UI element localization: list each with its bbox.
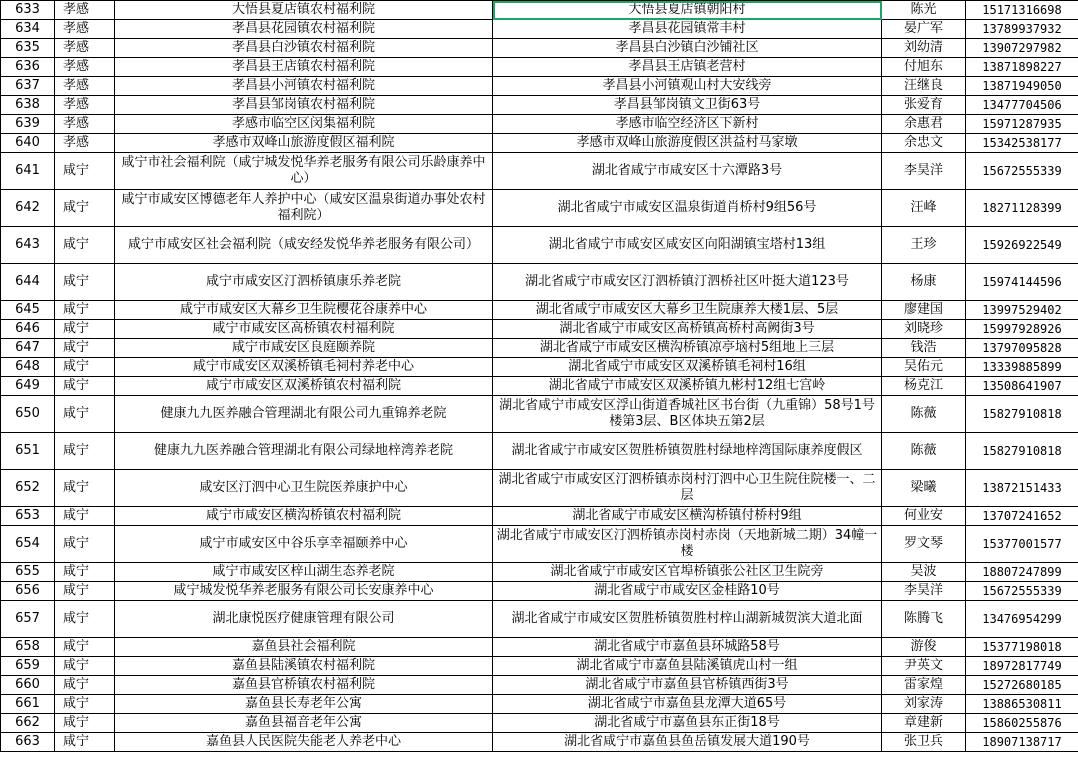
contact-person-cell[interactable]: 梁曦 xyxy=(882,470,966,507)
contact-person-cell[interactable]: 付旭东 xyxy=(882,58,966,77)
city-cell[interactable]: 咸宁 xyxy=(55,526,115,563)
row-number-cell[interactable]: 657 xyxy=(1,601,55,638)
phone-cell[interactable]: 15926922549 xyxy=(966,227,1078,264)
contact-person-cell[interactable]: 廖建国 xyxy=(882,301,966,320)
table-row xyxy=(1,526,1078,563)
table-row xyxy=(1,320,1078,339)
row-number-cell[interactable]: 642 xyxy=(1,190,55,227)
phone-cell[interactable]: 18972817749 xyxy=(966,657,1078,676)
facility-name-cell[interactable]: 孝昌县白沙镇农村福利院 xyxy=(115,39,493,58)
row-number-cell[interactable]: 652 xyxy=(1,470,55,507)
contact-person-cell[interactable]: 陈腾飞 xyxy=(882,601,966,638)
facility-name-cell[interactable]: 孝感市双峰山旅游度假区福利院 xyxy=(115,134,493,153)
row-number-cell[interactable]: 658 xyxy=(1,638,55,657)
facility-name-cell[interactable]: 咸宁市咸安区高桥镇农村福利院 xyxy=(115,320,493,339)
city-cell[interactable]: 孝感 xyxy=(55,1,115,20)
contact-person-cell[interactable]: 张爱育 xyxy=(882,96,966,115)
facility-name-cell[interactable]: 孝昌县王店镇农村福利院 xyxy=(115,58,493,77)
phone-cell[interactable]: 13789937932 xyxy=(966,20,1078,39)
table-row xyxy=(1,601,1078,638)
contact-person-cell[interactable]: 章建新 xyxy=(882,714,966,733)
address-cell[interactable]: 大悟县夏店镇朝阳村 xyxy=(493,1,882,20)
city-cell[interactable]: 孝感 xyxy=(55,115,115,134)
row-number-cell[interactable]: 663 xyxy=(1,733,55,752)
city-cell[interactable]: 咸宁 xyxy=(55,563,115,582)
address-cell[interactable]: 孝昌县邹岗镇文卫街63号 xyxy=(493,96,882,115)
facility-name-cell[interactable]: 湖北康悦医疗健康管理有限公司 xyxy=(115,601,493,638)
table-row xyxy=(1,96,1078,115)
row-number-cell[interactable]: 636 xyxy=(1,58,55,77)
city-cell[interactable]: 咸宁 xyxy=(55,339,115,358)
contact-person-cell[interactable]: 余忠文 xyxy=(882,134,966,153)
row-number-cell[interactable]: 644 xyxy=(1,264,55,301)
facility-name-cell[interactable]: 大悟县夏店镇农村福利院 xyxy=(115,1,493,20)
city-cell[interactable]: 孝感 xyxy=(55,20,115,39)
contact-person-cell[interactable]: 晏广军 xyxy=(882,20,966,39)
phone-cell[interactable]: 13797095828 xyxy=(966,339,1078,358)
phone-cell[interactable]: 13477704506 xyxy=(966,96,1078,115)
row-number-cell[interactable]: 651 xyxy=(1,433,55,470)
facility-name-cell[interactable]: 孝昌县小河镇农村福利院 xyxy=(115,77,493,96)
city-cell[interactable]: 咸宁 xyxy=(55,153,115,190)
row-number-cell[interactable]: 640 xyxy=(1,134,55,153)
table-row xyxy=(1,358,1078,377)
city-cell[interactable]: 咸宁 xyxy=(55,377,115,396)
table-row xyxy=(1,714,1078,733)
contact-person-cell[interactable]: 张卫兵 xyxy=(882,733,966,752)
facility-name-cell[interactable]: 孝感市临空区闵集福利院 xyxy=(115,115,493,134)
table-row xyxy=(1,153,1078,190)
contact-person-cell[interactable]: 汪继良 xyxy=(882,77,966,96)
city-cell[interactable]: 咸宁 xyxy=(55,676,115,695)
city-cell[interactable]: 孝感 xyxy=(55,134,115,153)
phone-cell[interactable]: 15342538177 xyxy=(966,134,1078,153)
table-row xyxy=(1,433,1078,470)
city-cell[interactable]: 咸宁 xyxy=(55,227,115,264)
address-cell[interactable]: 孝昌县王店镇老营村 xyxy=(493,58,882,77)
facility-name-cell[interactable]: 咸宁市咸安区社会福利院（咸安经发悦华养老服务有限公司） xyxy=(115,227,493,264)
address-cell[interactable]: 湖北省咸宁市咸安区汀泗桥镇赤岗村汀泗中心卫生院住院楼一、二层 xyxy=(493,470,882,507)
row-number-cell[interactable]: 656 xyxy=(1,582,55,601)
address-cell[interactable]: 湖北省咸宁市咸安区双溪桥镇毛祠村16组 xyxy=(493,358,882,377)
table-row xyxy=(1,58,1078,77)
facility-name-cell[interactable]: 咸宁市咸安区良庭颐养院 xyxy=(115,339,493,358)
contact-person-cell[interactable]: 刘晓珍 xyxy=(882,320,966,339)
table-row xyxy=(1,377,1078,396)
phone-cell[interactable]: 13997529402 xyxy=(966,301,1078,320)
phone-cell[interactable]: 13871949050 xyxy=(966,77,1078,96)
address-cell[interactable]: 湖北省咸宁市嘉鱼县官桥镇西街3号 xyxy=(493,676,882,695)
phone-cell[interactable]: 15827910818 xyxy=(966,396,1078,433)
row-number-cell[interactable]: 649 xyxy=(1,377,55,396)
address-cell[interactable]: 湖北省咸宁市嘉鱼县环城路58号 xyxy=(493,638,882,657)
address-cell[interactable]: 湖北省咸宁市咸安区高桥镇高桥村高阙街3号 xyxy=(493,320,882,339)
contact-person-cell[interactable]: 陈薇 xyxy=(882,396,966,433)
table-row xyxy=(1,563,1078,582)
row-number-cell[interactable]: 648 xyxy=(1,358,55,377)
address-cell[interactable]: 孝昌县白沙镇白沙铺社区 xyxy=(493,39,882,58)
phone-cell[interactable]: 13886530811 xyxy=(966,695,1078,714)
row-number-cell[interactable]: 660 xyxy=(1,676,55,695)
facility-name-cell[interactable]: 咸安区汀泗中心卫生院医养康护中心 xyxy=(115,470,493,507)
city-cell[interactable]: 咸宁 xyxy=(55,190,115,227)
facility-name-cell[interactable]: 咸宁市咸安区梓山湖生态养老院 xyxy=(115,563,493,582)
facility-name-cell[interactable]: 孝昌县花园镇农村福利院 xyxy=(115,20,493,39)
city-cell[interactable]: 咸宁 xyxy=(55,470,115,507)
city-cell[interactable]: 咸宁 xyxy=(55,733,115,752)
contact-person-cell[interactable]: 王珍 xyxy=(882,227,966,264)
row-number-cell[interactable]: 655 xyxy=(1,563,55,582)
row-number-cell[interactable]: 641 xyxy=(1,153,55,190)
address-cell[interactable]: 湖北省咸宁市咸安区咸安区向阳湖镇宝塔村13组 xyxy=(493,227,882,264)
table-row xyxy=(1,227,1078,264)
row-number-cell[interactable]: 653 xyxy=(1,507,55,526)
contact-person-cell[interactable]: 雷家煌 xyxy=(882,676,966,695)
facility-name-cell[interactable]: 咸宁市咸安区博德老年人养护中心（咸安区温泉街道办事处农村福利院） xyxy=(115,190,493,227)
table-row xyxy=(1,339,1078,358)
contact-person-cell[interactable]: 钱浩 xyxy=(882,339,966,358)
address-cell[interactable]: 孝昌县花园镇常丰村 xyxy=(493,20,882,39)
facility-name-cell[interactable]: 嘉鱼县官桥镇农村福利院 xyxy=(115,676,493,695)
contact-person-cell[interactable]: 陈薇 xyxy=(882,433,966,470)
address-cell[interactable]: 湖北省咸宁市咸安区横沟桥镇凉亭垴村5组地上三层 xyxy=(493,339,882,358)
row-number-cell[interactable]: 661 xyxy=(1,695,55,714)
city-cell[interactable]: 孝感 xyxy=(55,96,115,115)
table-row xyxy=(1,115,1078,134)
address-cell[interactable]: 湖北省咸宁市咸安区官埠桥镇张公社区卫生院旁 xyxy=(493,563,882,582)
row-number-cell[interactable]: 634 xyxy=(1,20,55,39)
contact-person-cell[interactable]: 游俊 xyxy=(882,638,966,657)
table-row xyxy=(1,733,1078,752)
phone-cell[interactable]: 15971287935 xyxy=(966,115,1078,134)
city-cell[interactable]: 咸宁 xyxy=(55,695,115,714)
city-cell[interactable]: 咸宁 xyxy=(55,582,115,601)
phone-cell[interactable]: 15377198018 xyxy=(966,638,1078,657)
contact-person-cell[interactable]: 刘幼清 xyxy=(882,39,966,58)
address-cell[interactable]: 湖北省咸宁市咸安区十六潭路3号 xyxy=(493,153,882,190)
contact-person-cell[interactable]: 陈光 xyxy=(882,1,966,20)
table-row xyxy=(1,396,1078,433)
table-body xyxy=(1,1,1078,752)
phone-cell[interactable]: 15827910818 xyxy=(966,433,1078,470)
contact-person-cell[interactable]: 汪峰 xyxy=(882,190,966,227)
city-cell[interactable]: 咸宁 xyxy=(55,264,115,301)
phone-cell[interactable]: 15672555339 xyxy=(966,582,1078,601)
address-cell[interactable]: 孝感市双峰山旅游度假区洪益村马家墩 xyxy=(493,134,882,153)
row-number-cell[interactable]: 647 xyxy=(1,339,55,358)
row-number-cell[interactable]: 662 xyxy=(1,714,55,733)
row-number-cell[interactable]: 643 xyxy=(1,227,55,264)
row-number-cell[interactable]: 633 xyxy=(1,1,55,20)
row-number-cell[interactable]: 659 xyxy=(1,657,55,676)
table-row xyxy=(1,190,1078,227)
row-number-cell[interactable]: 646 xyxy=(1,320,55,339)
facility-name-cell[interactable]: 嘉鱼县人民医院失能老人养老中心 xyxy=(115,733,493,752)
phone-cell[interactable]: 18271128399 xyxy=(966,190,1078,227)
contact-person-cell[interactable]: 杨康 xyxy=(882,264,966,301)
facility-name-cell[interactable]: 嘉鱼县社会福利院 xyxy=(115,638,493,657)
phone-cell[interactable]: 15377001577 xyxy=(966,526,1078,563)
table-row xyxy=(1,1,1078,20)
facility-name-cell[interactable]: 嘉鱼县长寿老年公寓 xyxy=(115,695,493,714)
contact-person-cell[interactable]: 罗文琴 xyxy=(882,526,966,563)
city-cell[interactable]: 咸宁 xyxy=(55,507,115,526)
facility-name-cell[interactable]: 健康九九医养融合管理湖北有限公司绿地梓湾养老院 xyxy=(115,433,493,470)
row-number-cell[interactable]: 635 xyxy=(1,39,55,58)
phone-cell[interactable]: 15672555339 xyxy=(966,153,1078,190)
row-number-cell[interactable]: 654 xyxy=(1,526,55,563)
facility-name-cell[interactable]: 嘉鱼县福音老年公寓 xyxy=(115,714,493,733)
row-number-cell[interactable]: 637 xyxy=(1,77,55,96)
table-row xyxy=(1,507,1078,526)
phone-cell[interactable]: 13871898227 xyxy=(966,58,1078,77)
facility-name-cell[interactable]: 咸宁市咸安区横沟桥镇农村福利院 xyxy=(115,507,493,526)
contact-person-cell[interactable]: 尹英文 xyxy=(882,657,966,676)
city-cell[interactable]: 孝感 xyxy=(55,77,115,96)
table-row xyxy=(1,695,1078,714)
phone-cell[interactable]: 15997928926 xyxy=(966,320,1078,339)
address-cell[interactable]: 湖北省咸宁市咸安区贺胜桥镇贺胜村梓山湖新城贺滨大道北面 xyxy=(493,601,882,638)
phone-cell[interactable]: 13339885899 xyxy=(966,358,1078,377)
address-cell[interactable]: 湖北省咸宁市咸安区贺胜桥镇贺胜村绿地梓湾国际康养度假区 xyxy=(493,433,882,470)
address-cell[interactable]: 湖北省咸宁市嘉鱼县陆溪镇虎山村一组 xyxy=(493,657,882,676)
city-cell[interactable]: 孝感 xyxy=(55,58,115,77)
city-cell[interactable]: 咸宁 xyxy=(55,301,115,320)
table-row xyxy=(1,77,1078,96)
table-row xyxy=(1,264,1078,301)
table-row xyxy=(1,470,1078,507)
phone-cell[interactable]: 15171316698 xyxy=(966,1,1078,20)
facility-name-cell[interactable]: 孝昌县邹岗镇农村福利院 xyxy=(115,96,493,115)
facility-name-cell[interactable]: 嘉鱼县陆溪镇农村福利院 xyxy=(115,657,493,676)
address-cell[interactable]: 湖北省咸宁市咸安区横沟桥镇付桥村9组 xyxy=(493,507,882,526)
facility-name-cell[interactable]: 咸宁市咸安区双溪桥镇毛祠村养老中心 xyxy=(115,358,493,377)
address-cell[interactable]: 孝感市临空经济区下新村 xyxy=(493,115,882,134)
facility-name-cell[interactable]: 咸宁市社会福利院（咸宁城发悦华养老服务有限公司乐龄康养中心） xyxy=(115,153,493,190)
facility-name-cell[interactable]: 咸宁城发悦华养老服务有限公司长安康养中心 xyxy=(115,582,493,601)
address-cell[interactable]: 孝昌县小河镇观山村大安线旁 xyxy=(493,77,882,96)
table-row xyxy=(1,134,1078,153)
contact-person-cell[interactable]: 刘家涛 xyxy=(882,695,966,714)
table-row xyxy=(1,39,1078,58)
city-cell[interactable]: 咸宁 xyxy=(55,657,115,676)
city-cell[interactable]: 孝感 xyxy=(55,39,115,58)
address-cell[interactable]: 湖北省咸宁市咸安区双溪桥镇九彬村12组七宫岭 xyxy=(493,377,882,396)
address-cell[interactable]: 湖北省咸宁市咸安区金桂路10号 xyxy=(493,582,882,601)
facility-name-cell[interactable]: 咸宁市咸安区双溪桥镇农村福利院 xyxy=(115,377,493,396)
address-cell[interactable]: 湖北省咸宁市咸安区大幕乡卫生院康养大楼1层、5层 xyxy=(493,301,882,320)
contact-person-cell[interactable]: 李昊洋 xyxy=(882,153,966,190)
contact-person-cell[interactable]: 吴佑元 xyxy=(882,358,966,377)
address-cell[interactable]: 湖北省咸宁市咸安区汀泗桥镇汀泗桥社区叶挺大道123号 xyxy=(493,264,882,301)
phone-cell[interactable]: 13707241652 xyxy=(966,507,1078,526)
city-cell[interactable]: 咸宁 xyxy=(55,320,115,339)
city-cell[interactable]: 咸宁 xyxy=(55,358,115,377)
table-row xyxy=(1,657,1078,676)
address-cell[interactable]: 湖北省咸宁市咸安区浮山街道香城社区书台街（九重锦）58号1号楼第3层、B区体块五第2层 xyxy=(493,396,882,433)
city-cell[interactable]: 咸宁 xyxy=(55,638,115,657)
row-number-cell[interactable]: 650 xyxy=(1,396,55,433)
city-cell[interactable]: 咸宁 xyxy=(55,396,115,433)
phone-cell[interactable]: 15974144596 xyxy=(966,264,1078,301)
facility-name-cell[interactable]: 健康九九医养融合管理湖北有限公司九重锦养老院 xyxy=(115,396,493,433)
phone-cell[interactable]: 18907138717 xyxy=(966,733,1078,752)
facility-name-cell[interactable]: 咸宁市咸安区汀泗桥镇康乐养老院 xyxy=(115,264,493,301)
facility-name-cell[interactable]: 咸宁市咸安区中谷乐享幸福颐养中心 xyxy=(115,526,493,563)
row-number-cell[interactable]: 645 xyxy=(1,301,55,320)
contact-person-cell[interactable]: 余惠君 xyxy=(882,115,966,134)
phone-cell[interactable]: 13872151433 xyxy=(966,470,1078,507)
table-row xyxy=(1,301,1078,320)
city-cell[interactable]: 咸宁 xyxy=(55,601,115,638)
contact-person-cell[interactable]: 吴波 xyxy=(882,563,966,582)
row-number-cell[interactable]: 639 xyxy=(1,115,55,134)
address-cell[interactable]: 湖北省咸宁市嘉鱼县东正街18号 xyxy=(493,714,882,733)
phone-cell[interactable]: 13907297982 xyxy=(966,39,1078,58)
phone-cell[interactable]: 15860255876 xyxy=(966,714,1078,733)
address-cell[interactable]: 湖北省咸宁市嘉鱼县龙潭大道65号 xyxy=(493,695,882,714)
address-cell[interactable]: 湖北省咸宁市咸安区温泉街道肖桥村9组56号 xyxy=(493,190,882,227)
city-cell[interactable]: 咸宁 xyxy=(55,433,115,470)
phone-cell[interactable]: 15272680185 xyxy=(966,676,1078,695)
contact-person-cell[interactable]: 李昊洋 xyxy=(882,582,966,601)
table-row xyxy=(1,582,1078,601)
contact-person-cell[interactable]: 杨克江 xyxy=(882,377,966,396)
facility-name-cell[interactable]: 咸宁市咸安区大幕乡卫生院樱花谷康养中心 xyxy=(115,301,493,320)
address-cell[interactable]: 湖北省咸宁市咸安区汀泗桥镇赤岗村赤岗（天地新城二期）34幢一楼 xyxy=(493,526,882,563)
row-number-cell[interactable]: 638 xyxy=(1,96,55,115)
address-cell[interactable]: 湖北省咸宁市嘉鱼县鱼岳镇发展大道190号 xyxy=(493,733,882,752)
city-cell[interactable]: 咸宁 xyxy=(55,714,115,733)
phone-cell[interactable]: 18807247899 xyxy=(966,563,1078,582)
table-row xyxy=(1,20,1078,39)
phone-cell[interactable]: 13508641907 xyxy=(966,377,1078,396)
contact-person-cell[interactable]: 何业安 xyxy=(882,507,966,526)
table-row xyxy=(1,676,1078,695)
phone-cell[interactable]: 13476954299 xyxy=(966,601,1078,638)
table-row xyxy=(1,638,1078,657)
